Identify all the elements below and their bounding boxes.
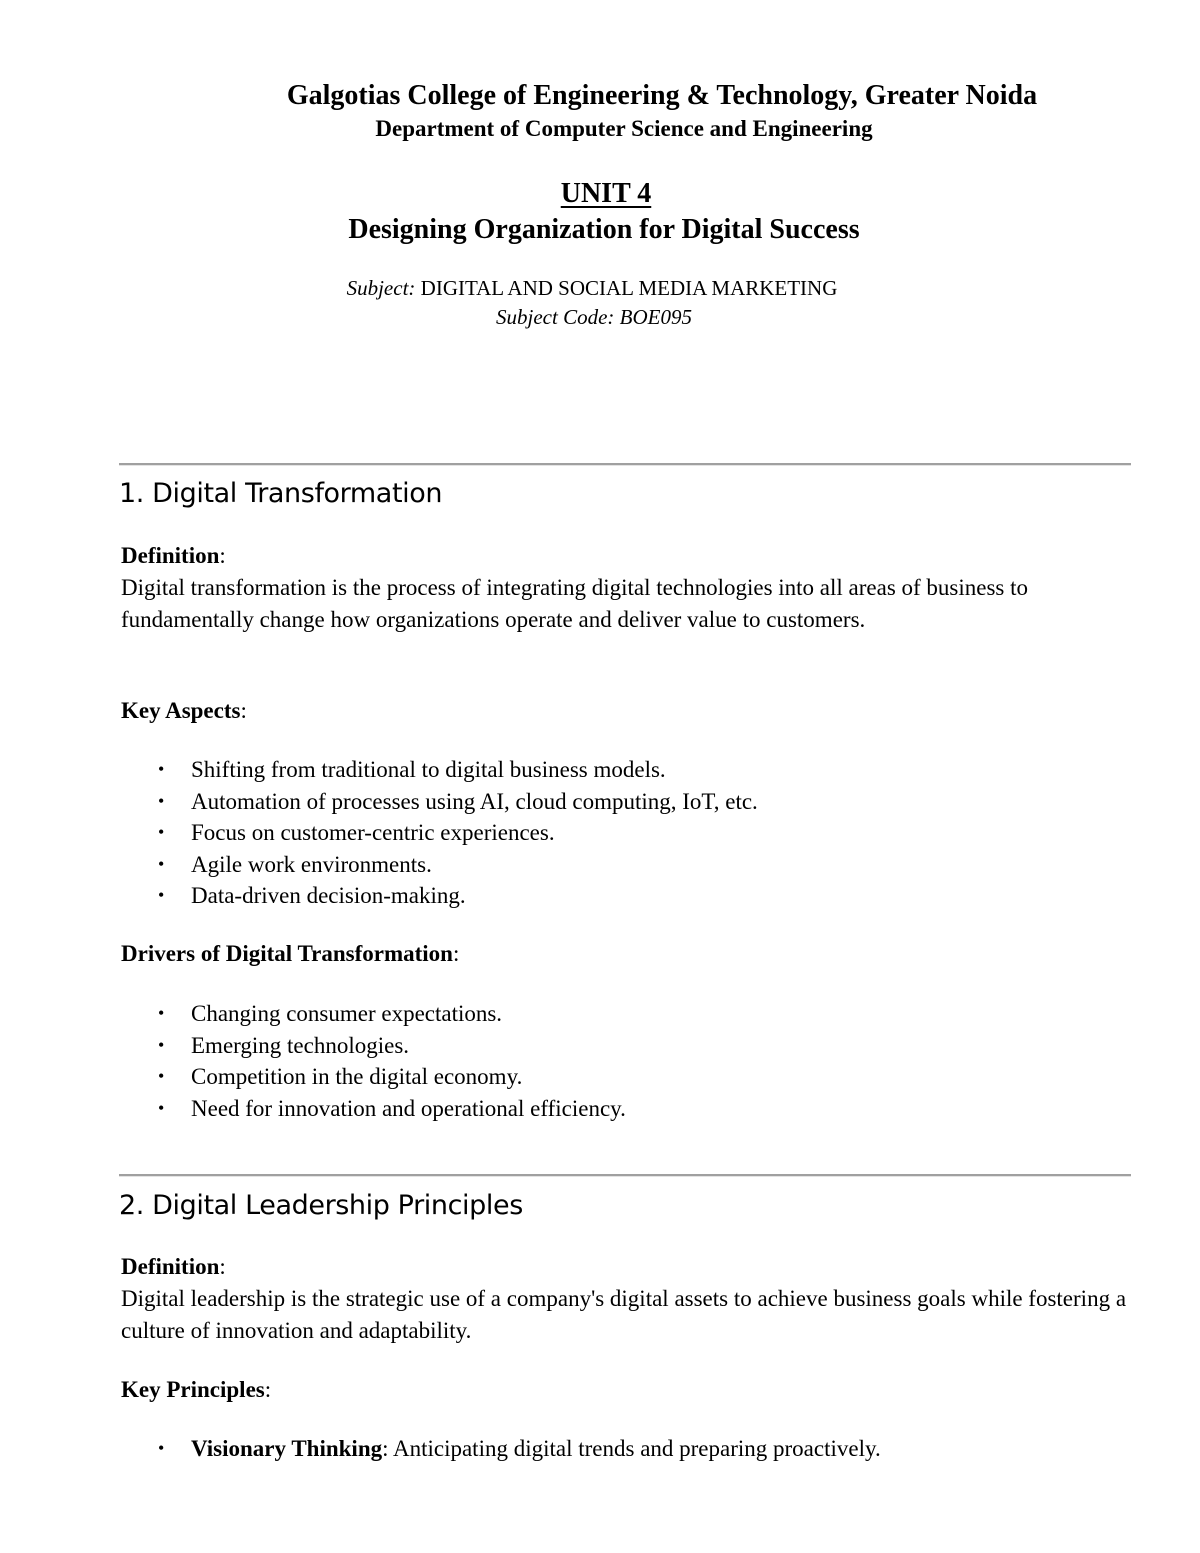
bullet-icon: • [158,822,165,842]
section-title-digital-transformation: 1. Digital Transformation [119,478,443,509]
department-name: Department of Computer Science and Engineering [375,116,873,141]
list-item-text: Focus on customer-centric experiences. [191,820,555,845]
key-aspects-heading [121,695,1141,727]
definition-label: Definition [121,1254,220,1279]
list-item [121,1093,626,1125]
bullet-icon: • [158,1034,165,1055]
bullet-icon: • [158,1003,165,1023]
list-item [121,1433,881,1465]
section-divider [119,1174,1131,1177]
list-item [121,754,758,786]
bullet-icon: • [158,885,165,905]
colon: : [382,1436,389,1461]
colon: : [240,698,247,723]
drivers-label: Drivers of Digital Transformation [121,941,453,966]
list-item [121,1030,626,1062]
colon: : [452,941,460,966]
subject-value: DIGITAL AND SOCIAL MEDIA MARKETING [420,276,838,300]
section-divider [119,463,1131,466]
definition-label: Definition [121,543,220,568]
subject-line [0,276,1192,301]
subject-label: Subject: [346,276,416,300]
colon: : [219,1254,226,1279]
list-item-text: Competition in the digital economy. [191,1064,523,1089]
list-item-text: Data-driven decision-making. [191,883,466,908]
definition-text: Digital transformation is the process of integrating digital technologies into all areas of business to fundamentally change how organizations operate and deliver value to customers. [121,575,1029,632]
list-item-text: Shifting from traditional to digital business models. [191,757,666,782]
list-item-text: Agile work environments. [191,851,432,877]
colon: : [219,543,226,568]
bullet-icon: • [158,1438,165,1458]
list-item [121,1061,626,1093]
bullet-icon: • [158,1097,165,1118]
bullet-icon: • [158,853,165,874]
list-item-text: Emerging technologies. [191,1032,410,1058]
definition-text: Digital leadership is the strategic use of a company's digital assets to achieve business goals while fostering a culture of innovation and adaptability. [121,1286,1127,1343]
list-item [121,786,758,818]
list-item [121,998,626,1030]
section-title-digital-leadership: 2. Digital Leadership Principles [119,1190,523,1221]
list-item [121,849,758,881]
key-aspects-label: Key Aspects [121,698,241,723]
unit-number: UNIT 4 [560,178,652,209]
subject-code: Subject Code: BOE095 [496,305,692,329]
list-item [121,817,758,849]
definition-heading [121,540,1141,572]
key-principles-label: Key Principles [121,1377,265,1402]
college-name: Galgotias College of Engineering & Technology, Greater Noida [286,80,1038,111]
list-item-text: Need for innovation and operational efficiency. [191,1095,626,1121]
bullet-icon: • [158,1066,165,1086]
unit-title: Designing Organization for Digital Success [348,214,860,245]
drivers-heading [121,938,1141,970]
list-item-text: Changing consumer expectations. [191,1001,503,1026]
bullet-icon: • [158,759,165,779]
list-item-text: Automation of processes using AI, cloud computing, IoT, etc. [191,788,758,814]
key-principles-list [121,1433,881,1465]
drivers-list [121,998,626,1124]
bullet-icon: • [158,790,165,811]
key-principles-heading [121,1374,1141,1406]
principle-term: Visionary Thinking [191,1436,383,1461]
key-aspects-list [121,754,758,912]
colon: : [264,1377,272,1402]
list-item [121,880,758,912]
principle-text: Anticipating digital trends and preparing proactively. [392,1436,881,1461]
definition-heading [121,1251,1141,1283]
